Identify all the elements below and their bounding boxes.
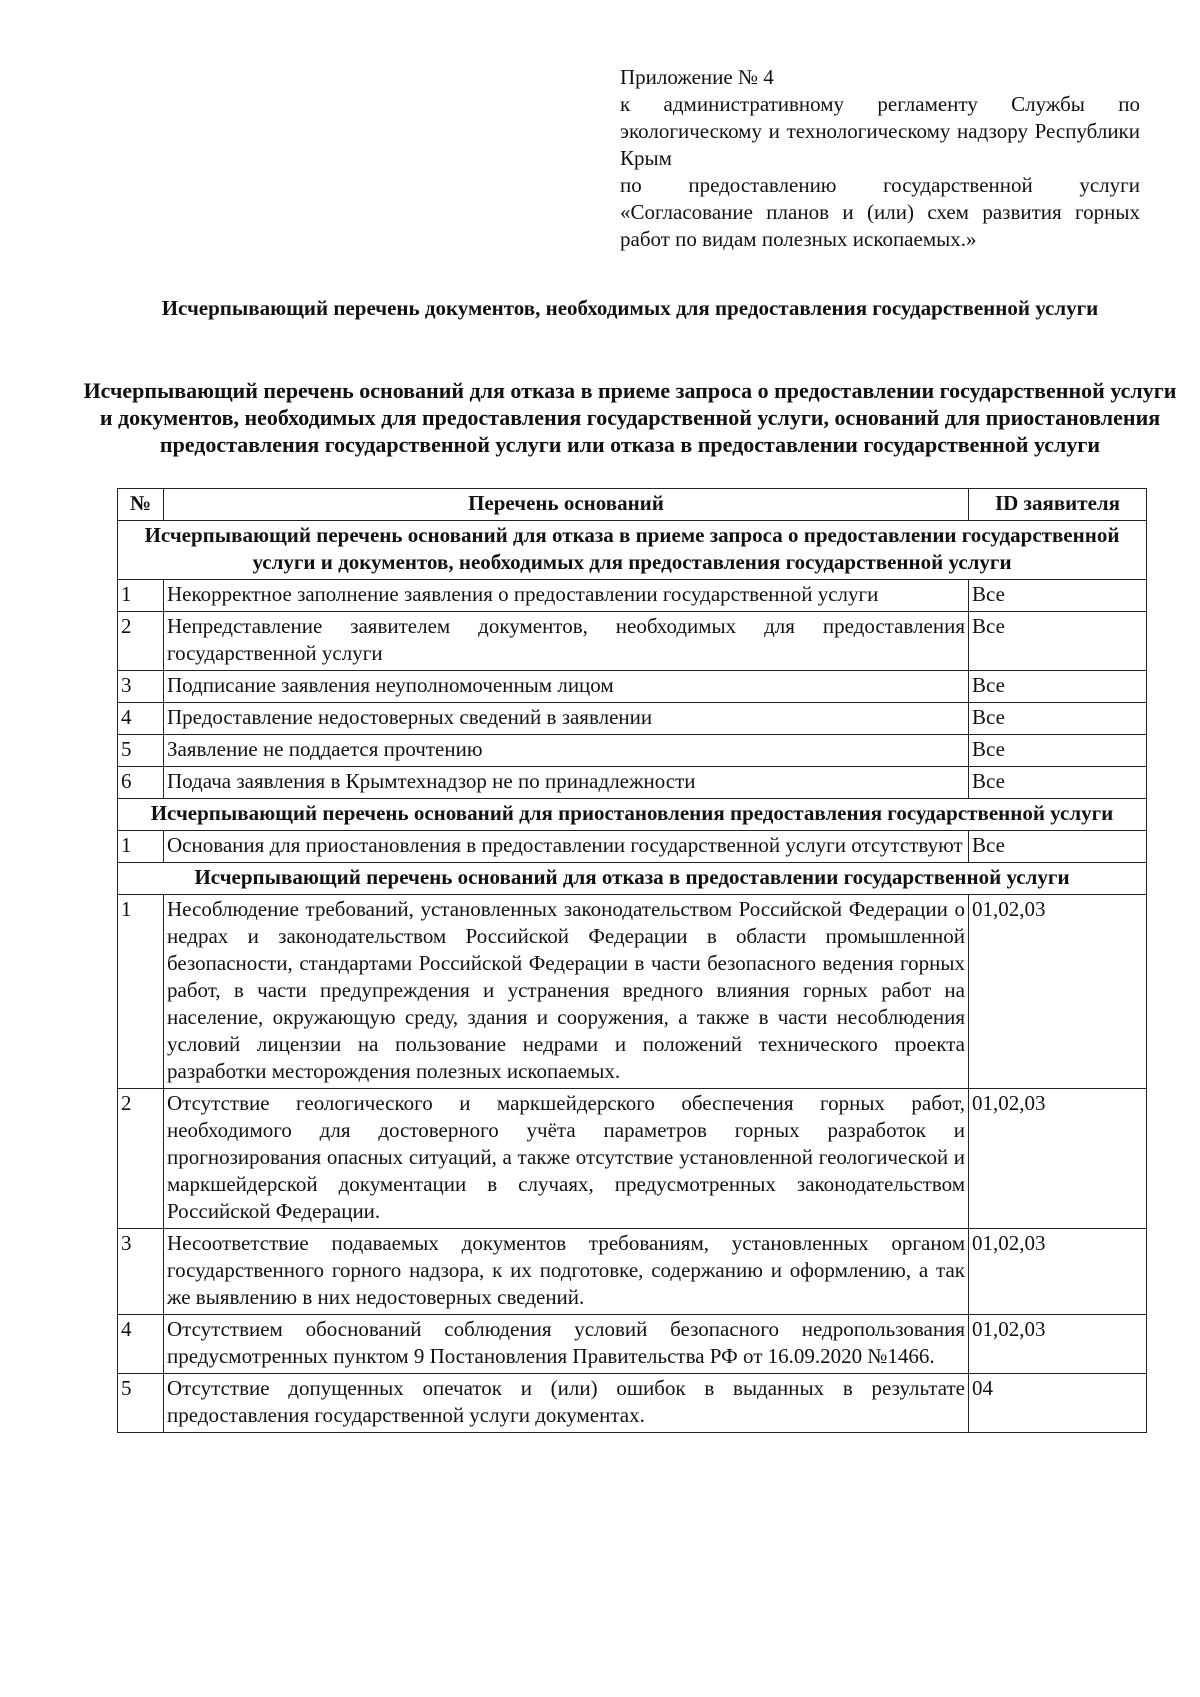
appendix-line: по предоставлению государственной услуги «Согласование планов и (или) схем развития горных работ по видам полезных ископаемых.» — [620, 173, 1140, 251]
row-number: 6 — [118, 767, 164, 799]
row-number: 5 — [118, 735, 164, 767]
table-row — [118, 612, 1147, 671]
row-ground-text: Отсутствие допущенных опечаток и (или) ошибок в выданных в результате предоставления государственной услуги документах. — [164, 1374, 969, 1433]
row-ground-text: Некорректное заполнение заявления о предоставлении государственной услуги — [164, 580, 969, 612]
row-ground-text: Отсутствие геологического и маркшейдерского обеспечения горных работ, необходимого для достоверного учёта параметров горных разработок и прогнозирования опасных ситуаций, а также отсутствие установленной геологической и маркшейдерской документации в случаях, предусмотренных законодательством Российской Федерации. — [164, 1089, 969, 1229]
document-title: Исчерпывающий перечень документов, необходимых для предоставления государственной услуги — [161, 296, 1099, 320]
table-row — [118, 1374, 1147, 1433]
header-applicant-id: ID заявителя — [969, 489, 1147, 521]
table-row — [118, 1089, 1147, 1229]
row-number: 2 — [118, 612, 164, 671]
row-applicant-id: Все — [969, 612, 1147, 671]
row-number: 2 — [118, 1089, 164, 1229]
appendix-number: Приложение № 4 — [620, 65, 774, 89]
row-applicant-id: 04 — [969, 1374, 1147, 1433]
appendix-block — [620, 64, 1140, 253]
table-row — [118, 580, 1147, 612]
row-ground-text: Предоставление недостоверных сведений в заявлении — [164, 703, 969, 735]
section-title: Исчерпывающий перечень оснований для отказа в предоставлении государственной услуги — [118, 863, 1147, 895]
row-applicant-id: Все — [969, 671, 1147, 703]
row-ground-text: Подача заявления в Крымтехнадзор не по принадлежности — [164, 767, 969, 799]
row-ground-text: Непредставление заявителем документов, необходимых для предоставления государственной услуги — [164, 612, 969, 671]
table-row — [118, 767, 1147, 799]
header-number: № — [118, 489, 164, 521]
table-row — [118, 831, 1147, 863]
section-row — [118, 799, 1147, 831]
table-row — [118, 895, 1147, 1089]
table-row — [118, 1315, 1147, 1374]
row-number: 1 — [118, 580, 164, 612]
row-number: 1 — [118, 831, 164, 863]
section-row — [118, 521, 1147, 580]
row-applicant-id: Все — [969, 767, 1147, 799]
row-number: 3 — [118, 671, 164, 703]
section-title: Исчерпывающий перечень оснований для отказа в приеме запроса о предоставлении государственной услуги и документов, необходимых для предоставления государственной услуги — [118, 521, 1147, 580]
row-ground-text: Отсутствием обоснований соблюдения условий безопасного недропользования предусмотренных пунктом 9 Постановления Правительства РФ от 16.09.2020 №1466. — [164, 1315, 969, 1374]
row-number: 3 — [118, 1229, 164, 1315]
table-row — [118, 735, 1147, 767]
row-number: 4 — [118, 703, 164, 735]
row-applicant-id: 01,02,03 — [969, 1315, 1147, 1374]
section-row — [118, 863, 1147, 895]
row-applicant-id: Все — [969, 735, 1147, 767]
table-row — [118, 1229, 1147, 1315]
row-applicant-id: 01,02,03 — [969, 895, 1147, 1089]
section-title: Исчерпывающий перечень оснований для приостановления предоставления государственной услуги — [118, 799, 1147, 831]
grounds-title: Исчерпывающий перечень оснований для отказа в приеме запроса о предоставлении государственной услуги и документов, необходимых для предоставления государственной услуги, оснований для приостановления предоставления государственной услуги или отказа в предоставлении государственной услуги — [83, 378, 1177, 457]
table-header-row — [118, 489, 1147, 521]
row-applicant-id: 01,02,03 — [969, 1089, 1147, 1229]
row-applicant-id: Все — [969, 580, 1147, 612]
row-applicant-id: 01,02,03 — [969, 1229, 1147, 1315]
row-ground-text: Подписание заявления неуполномоченным лицом — [164, 671, 969, 703]
row-ground-text: Несоответствие подаваемых документов требованиям, установленных органом государственного горного надзора, к их подготовке, содержанию и оформлению, а так же выявлению в них недостоверных сведений. — [164, 1229, 969, 1315]
grounds-table — [117, 488, 1147, 1433]
header-grounds: Перечень оснований — [164, 489, 969, 521]
row-number: 5 — [118, 1374, 164, 1433]
row-ground-text: Несоблюдение требований, установленных законодательством Российской Федерации о недрах и законодательством Российской Федерации в области промышленной безопасности, стандартами Российской Федерации в части безопасного ведения горных работ, в части предупреждения и устранения вредного влияния горных работ на население, окружающую среду, здания и сооружения, а также в части несоблюдения условий лицензии на пользование недрами и положений технического проекта разработки месторождения полезных ископаемых. — [164, 895, 969, 1089]
row-ground-text: Заявление не поддается прочтению — [164, 735, 969, 767]
row-applicant-id: Все — [969, 703, 1147, 735]
table-body — [118, 521, 1147, 1433]
row-ground-text: Основания для приостановления в предоставлении государственной услуги отсутствуют — [164, 831, 969, 863]
table-row — [118, 671, 1147, 703]
appendix-line: к административному регламенту Службы по экологическому и технологическому надзору Республики Крым — [620, 92, 1140, 170]
row-applicant-id: Все — [969, 831, 1147, 863]
row-number: 1 — [118, 895, 164, 1089]
row-number: 4 — [118, 1315, 164, 1374]
table-row — [118, 703, 1147, 735]
